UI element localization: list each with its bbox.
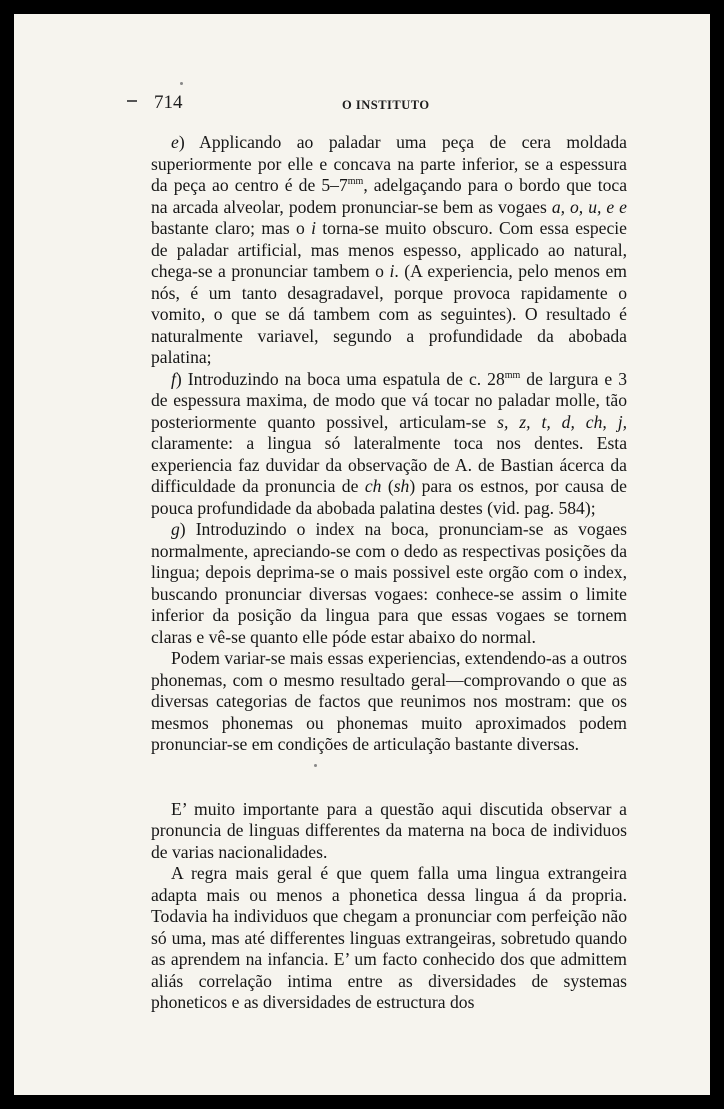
paragraph	[151, 648, 627, 756]
italic-text: ch	[364, 476, 382, 496]
italic-text: i	[311, 218, 316, 238]
text-run: ) Introduzindo o index na boca, pronunciam-se as vogaes normalmente, apreciando-se com o dedo as respectivas posições da lingua; depois deprima-se o mais possivel este orgão com o index, buscando pronunciar diversas vogaes: conhece-se assim o limite inferior da posição da lingua para que essas vogaes se tornem claras e vê-se quanto elle póde estar abaixo do normal.	[151, 519, 627, 647]
body-text	[151, 132, 627, 1014]
text-run: (	[381, 476, 394, 496]
paragraph	[151, 863, 627, 1014]
text-run: de largura e 3 de espessura maxima, de modo que vá tocar no paladar molle, tão posteriormente quanto possivel, articulam-se	[151, 368, 627, 432]
superscript-unit: mm	[504, 369, 521, 381]
scan-artifact	[180, 82, 183, 85]
running-title: O INSTITUTO	[342, 98, 430, 112]
text-run: ) Introduzindo na boca uma espatula de c. 28	[175, 368, 505, 389]
paragraph	[151, 369, 627, 520]
italic-text: g	[171, 519, 180, 539]
italic-text: i	[389, 261, 395, 281]
paragraph	[151, 132, 627, 369]
text-run: bastante claro; mas o	[151, 218, 312, 238]
page-header	[14, 92, 710, 122]
italic-text: s, z, t, d, ch, j,	[497, 411, 627, 432]
text-run: E’ muito importante para a questão aqui discutida observar a pronuncia de linguas differentes da materna na boca de individuos de varias nacionalidades.	[151, 798, 627, 862]
book-page	[14, 14, 710, 1095]
text-run: torna-se muito obscuro. Com essa especie de paladar artificial, mas menos espesso, applicado ao natural, chega-se a pronunciar tambem o	[151, 218, 627, 281]
paragraph	[151, 799, 627, 864]
text-run: ) para os estnos, por causa de pouca profundidade da abobada palatina destes (vid. pag. 584);	[151, 476, 627, 518]
text-run: Podem variar-se mais essas experiencias, extendendo-as a outros phonemas, com o mesmo resultado geral—comprovando o que as diversas categorias de factos que reunimos nos mostram: que os mesmos phonemas ou phonemas muito aproximados podem pronunciar-se em condições de articulação bastante diversas.	[151, 648, 627, 754]
superscript-unit: mm	[347, 176, 364, 188]
italic-text: f	[171, 368, 176, 389]
scan-artifact	[127, 100, 137, 102]
italic-text: a, o, u, e e	[551, 196, 627, 217]
text-run: A regra mais geral é que quem falla uma lingua extrangeira adapta mais ou menos a phonetica dessa lingua á da propria. Todavia ha individuos que chegam a pronunciar com perfeição não só uma, mas até differentes linguas extrangeiras, sobretudo quando as aprendem na infancia. E’ um facto conhecido dos que admittem aliás correlação intima entre as diversidades de systemas phoneticos e as diversidades de estructura dos	[151, 863, 627, 1012]
paragraph	[151, 519, 627, 648]
italic-text: sh	[393, 476, 410, 496]
text-run: claramente: a lingua só lateralmente toca nos dentes. Esta experiencia faz duvidar da observação de A. de Bastian ácerca da difficuldade da pronuncia de	[151, 433, 627, 496]
text-run: . (A experiencia, pelo menos em nós, é um tanto desagradavel, porque provoca rapidamente o vomito, o que se dá tambem com as seguintes). O resultado é naturalmente variavel, segundo a profundidade da abobada palatina;	[151, 261, 627, 367]
text-run: ) Applicando ao paladar uma peça de cera moldada superiormente por elle e concava na parte inferior, se a espessura da peça ao centro é de 5–7	[151, 132, 627, 195]
page-number: 714	[154, 92, 183, 113]
text-run: , adelgaçando para o bordo que toca na arcada alveolar, podem pronunciar-se bem as vogaes	[151, 175, 627, 217]
italic-text: e	[171, 132, 179, 152]
